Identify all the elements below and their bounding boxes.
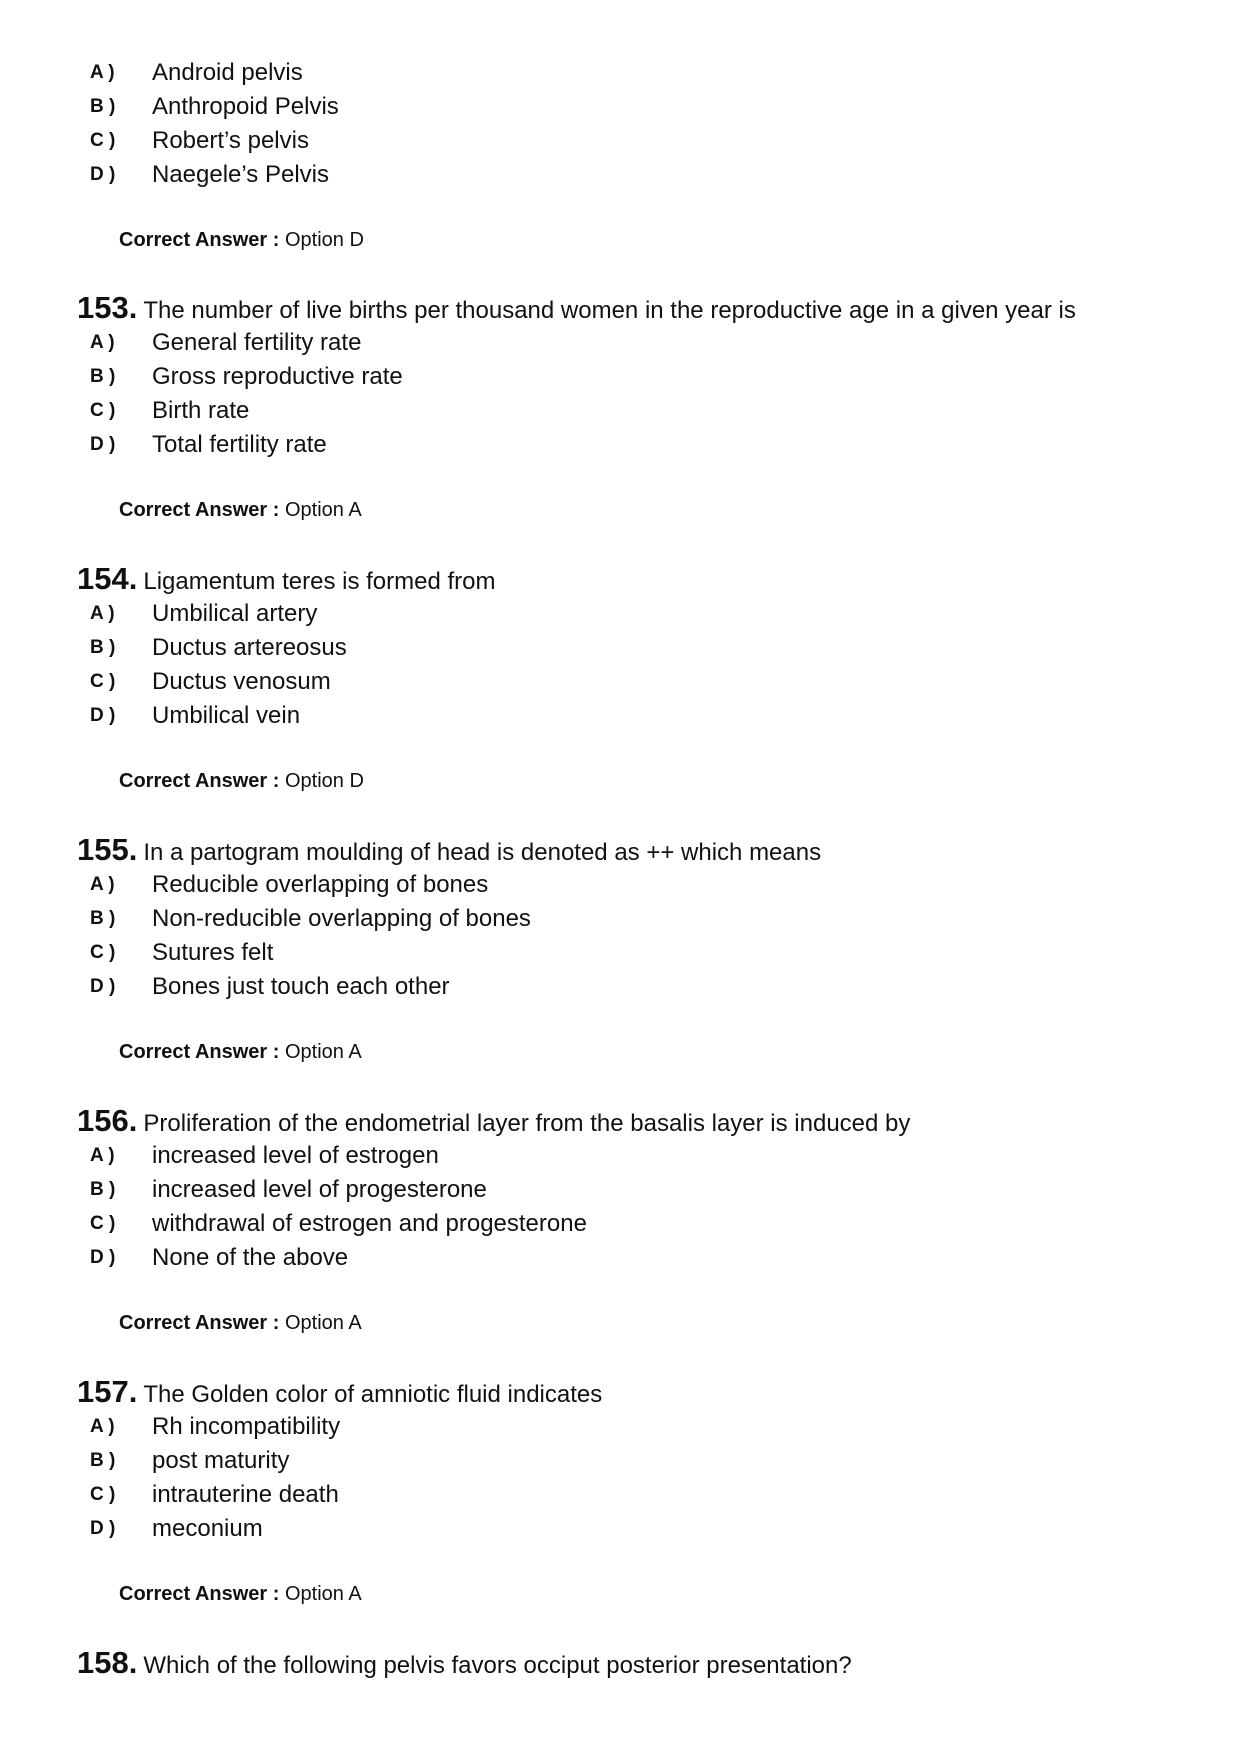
option-text: withdrawal of estrogen and progesterone bbox=[152, 1210, 587, 1237]
option-text: Total fertility rate bbox=[152, 431, 327, 458]
option-text: Reducible overlapping of bones bbox=[152, 871, 489, 898]
option-letter: A ) bbox=[90, 1145, 115, 1166]
option-letter: C ) bbox=[90, 1213, 116, 1234]
question-text: Ligamentum teres is formed from bbox=[143, 568, 496, 595]
option-letter: C ) bbox=[90, 130, 116, 151]
question-text: In a partogram moulding of head is denoted as ++ which means bbox=[143, 839, 822, 866]
question-number: 158. bbox=[77, 1645, 138, 1680]
option-text: None of the above bbox=[152, 1244, 349, 1271]
question-number: 154. bbox=[77, 561, 138, 596]
option-d bbox=[90, 1244, 348, 1274]
question-heading bbox=[77, 561, 495, 597]
option-letter: B ) bbox=[90, 637, 116, 658]
option-text: Android pelvis bbox=[152, 59, 303, 86]
option-letter: A ) bbox=[90, 603, 115, 624]
option-letter: D ) bbox=[90, 1518, 116, 1539]
option-a bbox=[90, 329, 361, 359]
correct-answer-label: Correct Answer : bbox=[119, 770, 280, 792]
option-text: Umbilical artery bbox=[152, 600, 318, 627]
correct-answer-value: Option D bbox=[284, 770, 364, 792]
option-c bbox=[90, 939, 273, 969]
option-c bbox=[90, 1210, 587, 1240]
correct-answer-label: Correct Answer : bbox=[119, 229, 280, 251]
correct-answer-label: Correct Answer : bbox=[119, 1041, 280, 1063]
option-letter: D ) bbox=[90, 434, 116, 455]
option-a bbox=[90, 1413, 340, 1443]
option-d bbox=[90, 431, 327, 461]
option-letter: D ) bbox=[90, 976, 116, 997]
question-text: The Golden color of amniotic fluid indicates bbox=[143, 1381, 603, 1408]
question-heading bbox=[77, 290, 1076, 326]
option-c bbox=[90, 1481, 339, 1511]
question-text: Proliferation of the endometrial layer from the basalis layer is induced by bbox=[143, 1110, 911, 1137]
correct-answer bbox=[119, 1583, 362, 1606]
option-text: Birth rate bbox=[152, 397, 250, 424]
option-text: intrauterine death bbox=[152, 1481, 339, 1508]
option-text: post maturity bbox=[152, 1447, 290, 1474]
option-b bbox=[90, 93, 339, 123]
option-b bbox=[90, 1447, 289, 1477]
option-text: Naegele’s Pelvis bbox=[152, 161, 329, 188]
option-text: increased level of progesterone bbox=[152, 1176, 487, 1203]
correct-answer bbox=[119, 499, 362, 522]
option-a bbox=[90, 871, 488, 901]
question-heading bbox=[77, 1103, 910, 1139]
option-c bbox=[90, 668, 331, 698]
option-d bbox=[90, 161, 329, 191]
question-number: 155. bbox=[77, 832, 138, 867]
option-c bbox=[90, 127, 309, 157]
option-letter: D ) bbox=[90, 705, 116, 726]
option-letter: B ) bbox=[90, 96, 116, 117]
correct-answer-value: Option A bbox=[284, 1041, 362, 1063]
option-text: Robert’s pelvis bbox=[152, 127, 309, 154]
correct-answer-label: Correct Answer : bbox=[119, 1583, 280, 1605]
option-letter: B ) bbox=[90, 1179, 116, 1200]
option-text: Non-reducible overlapping of bones bbox=[152, 905, 531, 932]
correct-answer bbox=[119, 229, 364, 252]
option-letter: D ) bbox=[90, 1247, 116, 1268]
option-text: Ductus artereosus bbox=[152, 634, 347, 661]
option-letter: A ) bbox=[90, 62, 115, 83]
option-d bbox=[90, 1515, 263, 1545]
correct-answer-label: Correct Answer : bbox=[119, 499, 280, 521]
correct-answer bbox=[119, 1312, 362, 1335]
option-d bbox=[90, 973, 450, 1003]
option-c bbox=[90, 397, 249, 427]
option-text: Umbilical vein bbox=[152, 702, 301, 729]
option-text: Ductus venosum bbox=[152, 668, 331, 695]
correct-answer-value: Option A bbox=[284, 499, 362, 521]
question-number: 156. bbox=[77, 1103, 138, 1138]
option-d bbox=[90, 702, 300, 732]
option-text: Sutures felt bbox=[152, 939, 274, 966]
correct-answer-value: Option A bbox=[284, 1312, 362, 1334]
option-text: increased level of estrogen bbox=[152, 1142, 439, 1169]
option-letter: D ) bbox=[90, 164, 116, 185]
option-letter: A ) bbox=[90, 1416, 115, 1437]
question-text: The number of live births per thousand women in the reproductive age in a given year is bbox=[143, 297, 1076, 324]
correct-answer-value: Option D bbox=[284, 229, 364, 251]
option-letter: A ) bbox=[90, 874, 115, 895]
correct-answer-label: Correct Answer : bbox=[119, 1312, 280, 1334]
option-letter: C ) bbox=[90, 942, 116, 963]
option-letter: B ) bbox=[90, 908, 116, 929]
option-b bbox=[90, 363, 403, 393]
option-letter: C ) bbox=[90, 1484, 116, 1505]
option-b bbox=[90, 905, 531, 935]
option-letter: B ) bbox=[90, 366, 116, 387]
correct-answer-value: Option A bbox=[284, 1583, 362, 1605]
option-text: meconium bbox=[152, 1515, 263, 1542]
question-heading bbox=[77, 1374, 602, 1410]
option-a bbox=[90, 59, 303, 89]
question-text: Which of the following pelvis favors occiput posterior presentation? bbox=[143, 1652, 852, 1679]
option-text: Rh incompatibility bbox=[152, 1413, 341, 1440]
question-number: 153. bbox=[77, 290, 138, 325]
option-letter: C ) bbox=[90, 671, 116, 692]
option-a bbox=[90, 1142, 439, 1172]
option-text: Gross reproductive rate bbox=[152, 363, 403, 390]
option-text: Anthropoid Pelvis bbox=[152, 93, 339, 120]
question-heading bbox=[77, 832, 821, 868]
option-text: General fertility rate bbox=[152, 329, 362, 356]
option-a bbox=[90, 600, 317, 630]
option-text: Bones just touch each other bbox=[152, 973, 450, 1000]
correct-answer bbox=[119, 1041, 362, 1064]
option-letter: A ) bbox=[90, 332, 115, 353]
question-number: 157. bbox=[77, 1374, 138, 1409]
option-letter: B ) bbox=[90, 1450, 116, 1471]
question-heading bbox=[77, 1645, 852, 1681]
option-b bbox=[90, 1176, 487, 1206]
option-b bbox=[90, 634, 347, 664]
option-letter: C ) bbox=[90, 400, 116, 421]
correct-answer bbox=[119, 770, 364, 793]
